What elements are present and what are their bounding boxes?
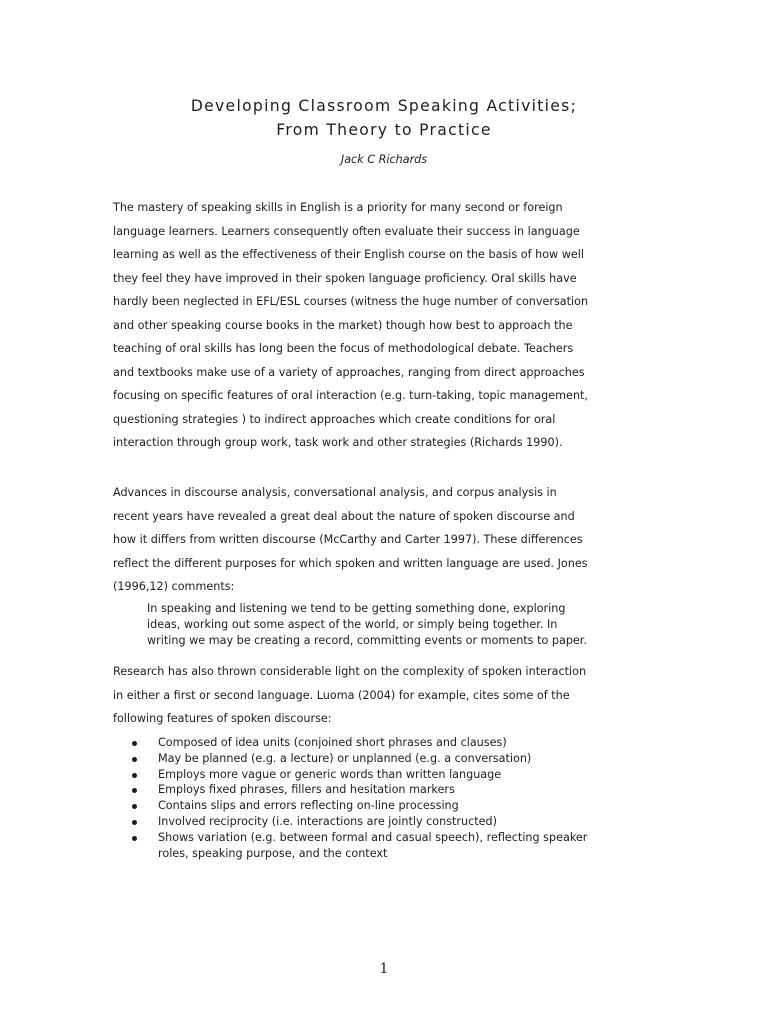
text-line: Research has also thrown considerable light on the complexity of spoken interaction <box>113 665 587 678</box>
list-item <box>130 830 670 862</box>
bullet-icon <box>132 788 137 793</box>
title-line: From Theory to Practice <box>276 121 492 139</box>
body-paragraph <box>113 481 661 599</box>
text-line: reflect the different purposes for which spoken and written language are used. Jones <box>113 556 588 570</box>
feature-list <box>130 735 670 861</box>
text-line: interaction through group work, task work and other strategies (Richards 1990). <box>113 436 563 449</box>
text-line: learning as well as the effectiveness of their English course on the basis of how well <box>113 248 584 261</box>
bullet-icon <box>132 757 137 762</box>
list-item-text: Contains slips and errors reflecting on-line processing <box>158 799 459 813</box>
bullet-icon <box>132 741 137 746</box>
text-line: teaching of oral skills has long been the focus of methodological debate. Teachers <box>113 342 574 355</box>
list-item <box>130 814 670 830</box>
text-line: and other speaking course books in the market) though how best to approach the <box>113 318 573 332</box>
page-number: 1 <box>379 961 389 977</box>
list-item <box>130 798 670 814</box>
text-line: they feel they have improved in their spoken language proficiency. Oral skills have <box>113 271 577 285</box>
text-line: recent years have revealed a great deal about the nature of spoken discourse and <box>113 509 575 523</box>
list-item <box>130 782 670 798</box>
text-line: Advances in discourse analysis, conversational analysis, and corpus analysis in <box>113 486 557 499</box>
list-item-text: Shows variation (e.g. between formal and casual speech), reflecting speaker <box>158 830 588 844</box>
bullet-icon <box>132 820 137 825</box>
text-line: and textbooks make use of a variety of approaches, ranging from direct approaches <box>113 365 585 379</box>
quote-line: In speaking and listening we tend to be getting something done, exploring <box>147 602 566 615</box>
block-quote <box>147 601 647 649</box>
body-paragraph <box>113 660 661 731</box>
bullet-icon <box>132 773 137 778</box>
list-item <box>130 735 670 751</box>
quote-line: ideas, working out some aspect of the world, or simply being together. In <box>147 618 558 631</box>
bullet-icon <box>132 836 137 841</box>
text-line: questioning strategies ) to indirect approaches which create conditions for oral <box>113 412 556 426</box>
text-line: in either a first or second language. Luoma (2004) for example, cites some of the <box>113 688 570 702</box>
text-line: focusing on specific features of oral interaction (e.g. turn-taking, topic management, <box>113 389 588 402</box>
text-line: The mastery of speaking skills in English is a priority for many second or foreign <box>113 201 563 214</box>
author-name: Jack C Richards <box>340 153 428 166</box>
list-item-text: Employs more vague or generic words than written language <box>158 767 502 781</box>
text-line: (1996,12) comments: <box>113 580 235 593</box>
text-line: hardly been neglected in EFL/ESL courses (witness the huge number of conversation <box>113 295 589 308</box>
bullet-icon <box>132 804 137 809</box>
text-line: language learners. Learners consequently often evaluate their success in language <box>113 224 580 238</box>
document-title <box>0 94 768 142</box>
title-line: Developing Classroom Speaking Activities; <box>190 97 578 115</box>
list-item <box>130 751 670 767</box>
list-item-text: Employs fixed phrases, fillers and hesitation markers <box>158 783 455 797</box>
list-item-text: roles, speaking purpose, and the context <box>158 846 388 860</box>
list-item-text: May be planned (e.g. a lecture) or unplanned (e.g. a conversation) <box>158 751 532 765</box>
body-paragraph <box>113 196 661 455</box>
list-item-text: Involved reciprocity (i.e. interactions are jointly constructed) <box>158 814 498 828</box>
quote-line: writing we may be creating a record, committing events or moments to paper. <box>147 634 587 647</box>
text-line: how it differs from written discourse (McCarthy and Carter 1997). These differences <box>113 533 583 546</box>
list-item-text: Composed of idea units (conjoined short phrases and clauses) <box>158 736 507 749</box>
text-line: following features of spoken discourse: <box>113 712 332 725</box>
list-item <box>130 767 670 783</box>
